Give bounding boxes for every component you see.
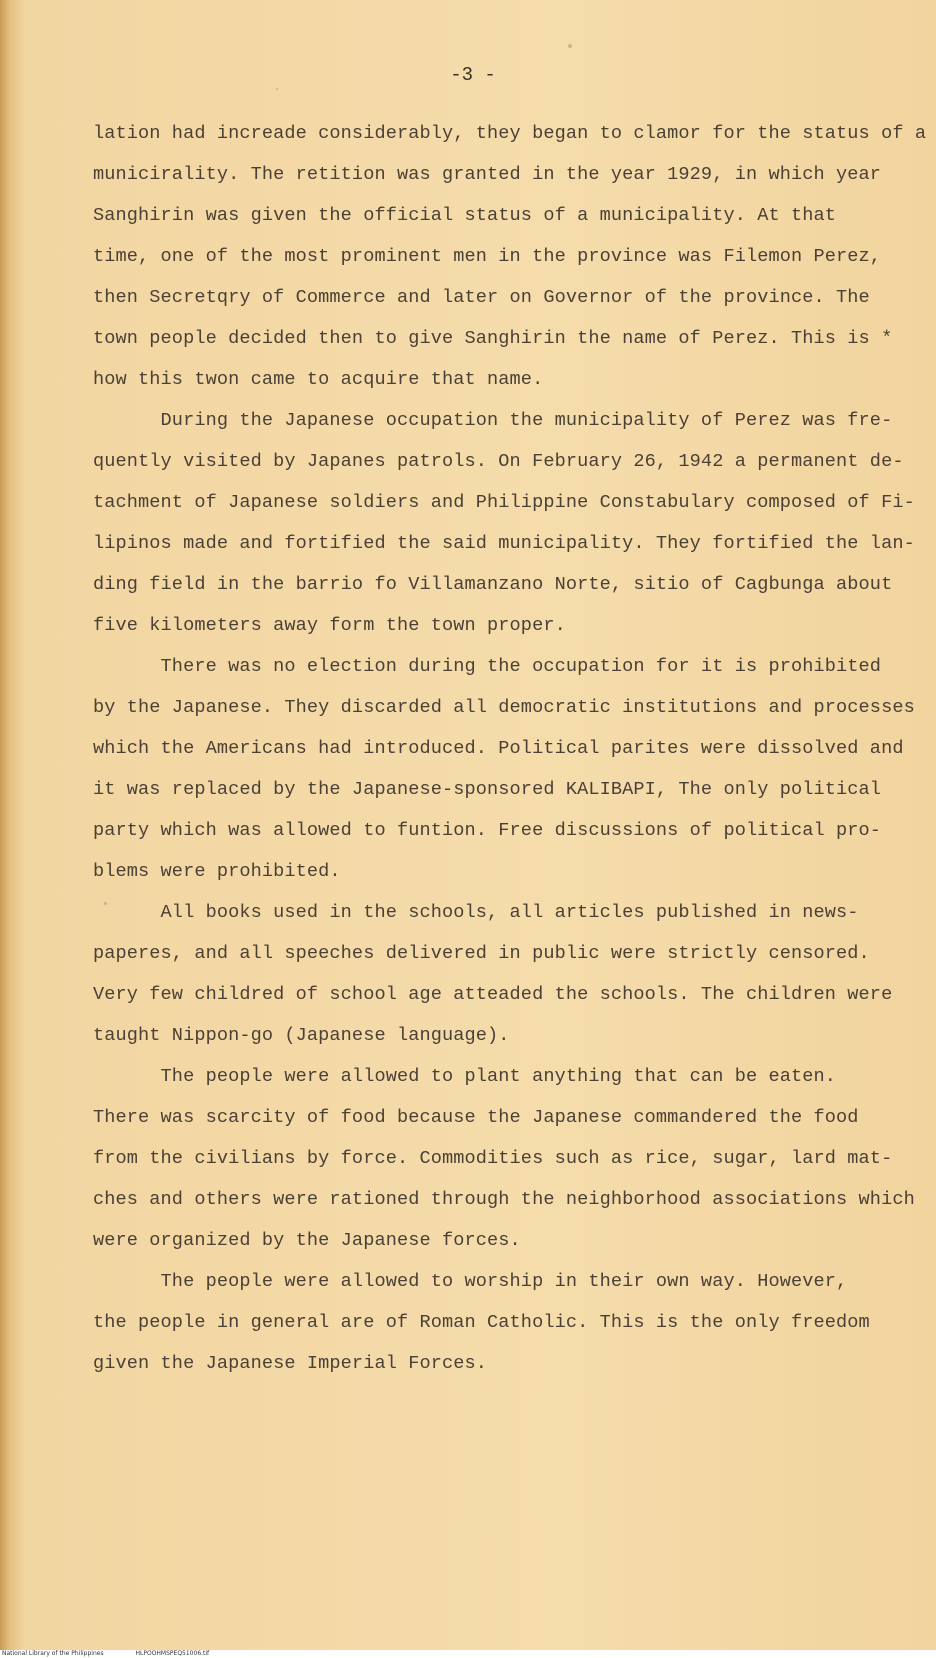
text-line: which the Americans had introduced. Political parites were dissolved and bbox=[93, 738, 904, 759]
text-line: Sanghirin was given the official status of a municipality. At that bbox=[93, 205, 837, 226]
text-line: There was no election during the occupation for it is prohibited bbox=[93, 656, 882, 677]
text-line: party which was allowed to funtion. Free discussions of political pro- bbox=[93, 820, 882, 841]
text-line: were organized by the Japanese forces. bbox=[93, 1230, 521, 1251]
text-line: then Secretqry of Commerce and later on Governor of the province. The bbox=[93, 287, 870, 308]
text-line: There was scarcity of food because the Japanese commandered the food bbox=[93, 1107, 859, 1128]
text-line: municirality. The retition was granted in the year 1929, in which year bbox=[93, 164, 882, 185]
paper-speck bbox=[568, 44, 572, 48]
text-line: The people were allowed to plant anything that can be eaten. bbox=[93, 1066, 837, 1087]
text-line: tachment of Japanese soldiers and Philippine Constabulary composed of Fi- bbox=[93, 492, 915, 513]
text-line: taught Nippon-go (Japanese language). bbox=[93, 1025, 510, 1046]
text-line: the people in general are of Roman Catholic. This is the only freedom bbox=[93, 1312, 870, 1333]
text-line: paperes, and all speeches delivered in public were strictly censored. bbox=[93, 943, 870, 964]
text-line: from the civilians by force. Commodities such as rice, sugar, lard mat- bbox=[93, 1148, 893, 1169]
text-line: During the Japanese occupation the municipality of Perez was fre- bbox=[93, 410, 893, 431]
text-line: time, one of the most prominent men in the province was Filemon Perez, bbox=[93, 246, 882, 267]
text-line: town people decided then to give Sanghirin the name of Perez. This is * bbox=[93, 328, 893, 349]
text-line: blems were prohibited. bbox=[93, 861, 341, 882]
text-line: how this twon came to acquire that name. bbox=[93, 369, 544, 390]
text-line: ding field in the barrio fo Villamanzano Norte, sitio of Cagbunga about bbox=[93, 574, 893, 595]
text-line: by the Japanese. They discarded all democratic institutions and processes bbox=[93, 697, 915, 718]
text-line: ches and others were rationed through the neighborhood associations which bbox=[93, 1189, 915, 1210]
text-line: lation had increade considerably, they began to clamor for the status of a bbox=[93, 123, 927, 144]
page-number: -3 - bbox=[450, 64, 496, 86]
text-line: it was replaced by the Japanese-sponsored KALIBAPI, The only political bbox=[93, 779, 882, 800]
text-line: lipinos made and fortified the said municipality. They fortified the lan- bbox=[93, 533, 915, 554]
text-line: All books used in the schools, all articles published in news- bbox=[93, 902, 859, 923]
footer-library: National Library of the Philippines bbox=[2, 1650, 104, 1657]
footer-filename: HLPOOHMSPEQ51006.tif bbox=[135, 1650, 210, 1657]
paper-speck bbox=[276, 88, 278, 90]
text-line: given the Japanese Imperial Forces. bbox=[93, 1353, 488, 1374]
text-line: Very few childred of school age atteaded the schools. The children were bbox=[93, 984, 893, 1005]
text-line: five kilometers away form the town proper. bbox=[93, 615, 566, 636]
scan-footer bbox=[0, 1650, 936, 1658]
text-line: The people were allowed to worship in their own way. However, bbox=[93, 1271, 848, 1292]
text-line: quently visited by Japanes patrols. On February 26, 1942 a permanent de- bbox=[93, 451, 904, 472]
